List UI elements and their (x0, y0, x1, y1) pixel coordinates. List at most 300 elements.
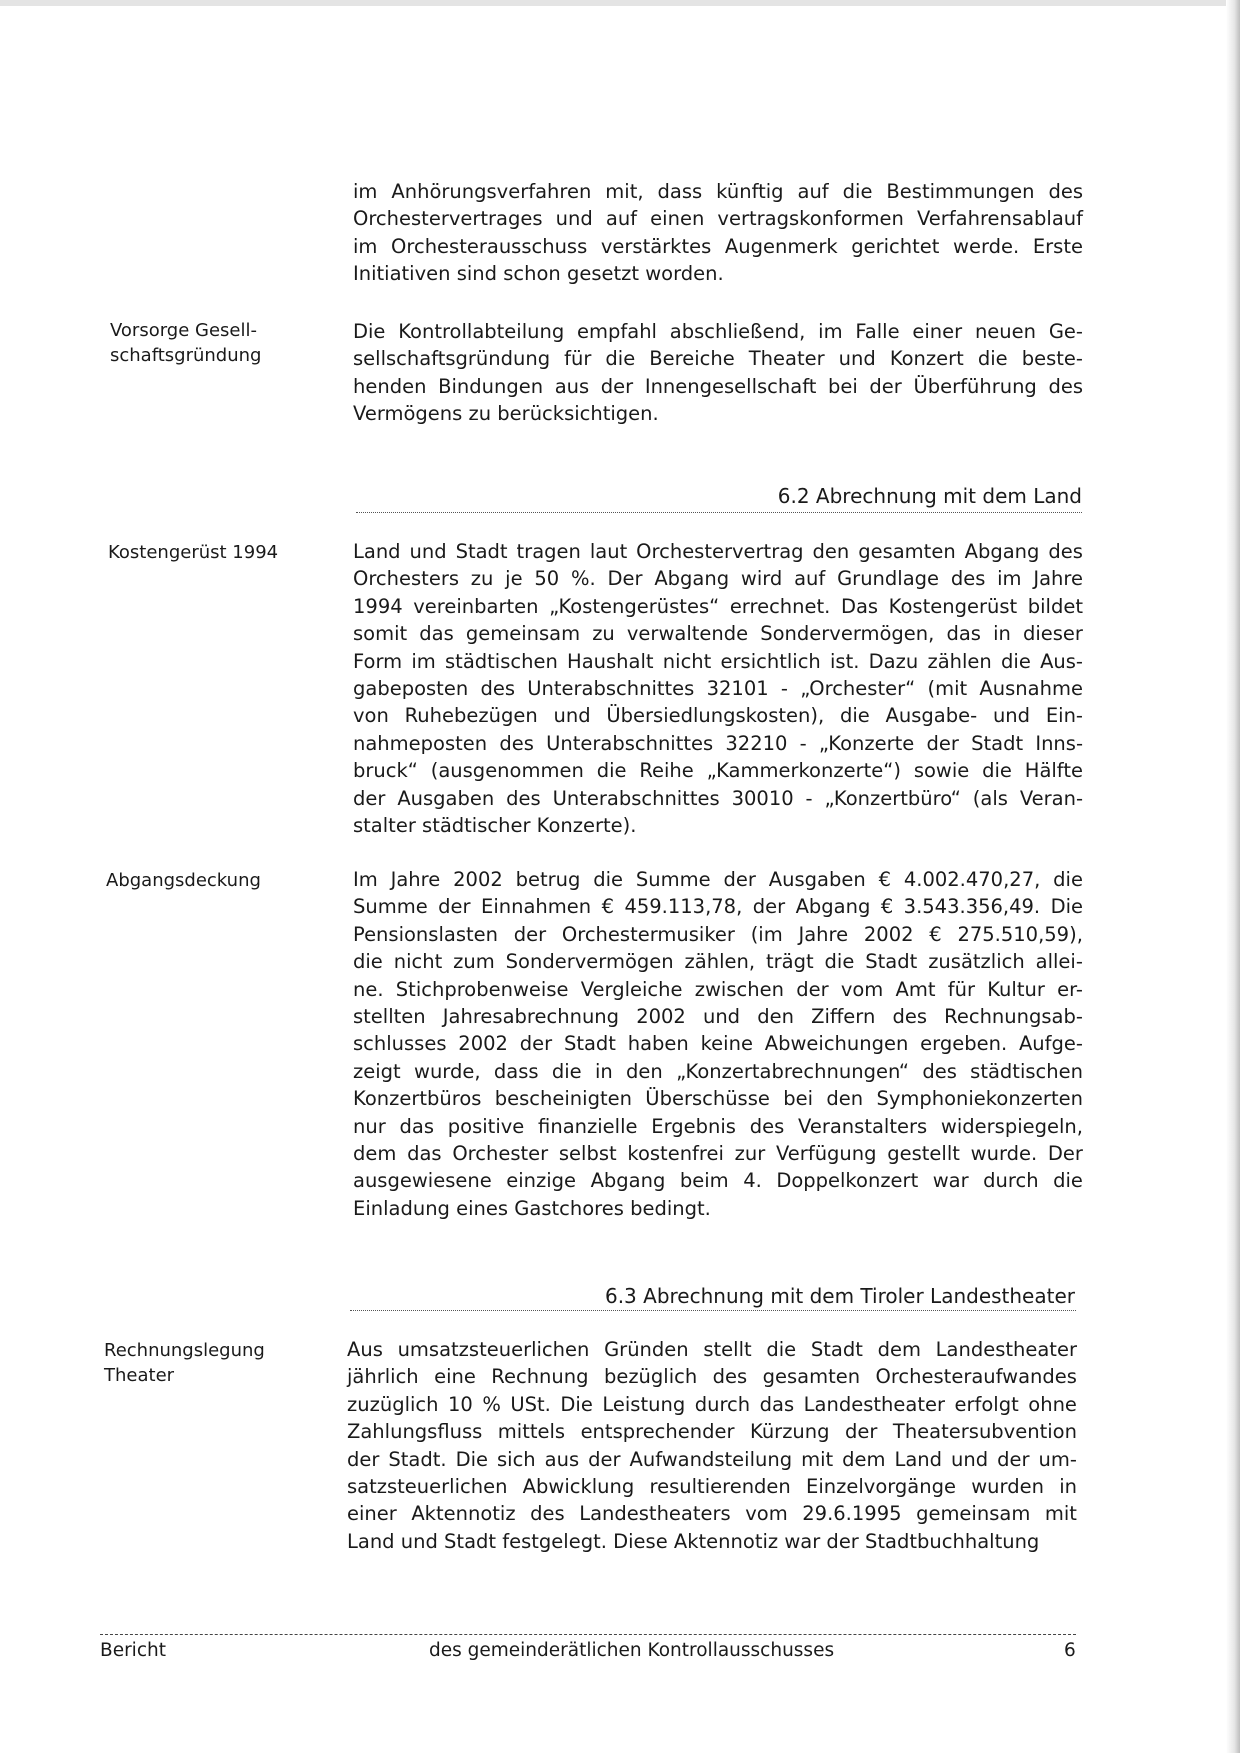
word-group: Vermögens zu berücksichtigen. (353, 402, 659, 426)
footer-center: des gemeinderätlichen Kontrollausschusses (429, 1640, 835, 1661)
word: im (353, 234, 378, 258)
text-line (353, 593, 1083, 620)
word: Aktennotiz (411, 1502, 516, 1526)
word: gerichtet (851, 234, 940, 258)
word: Theatersubvention (892, 1420, 1077, 1444)
word: Summe (353, 895, 428, 919)
word: der (347, 1447, 380, 1471)
word: Abgang (590, 1169, 666, 1193)
word: Ge- (1048, 320, 1083, 343)
word: positive (447, 1114, 525, 1138)
word: Sondervermögen (505, 950, 674, 974)
paragraph-vorsorge (353, 318, 1083, 428)
word: die (1053, 1169, 1083, 1193)
word: 2002 (636, 1005, 686, 1029)
word: Die (1050, 895, 1083, 919)
paragraph-kostengeruest (353, 538, 1083, 839)
word: und (555, 207, 593, 231)
word: das (759, 1392, 795, 1416)
word: im (353, 180, 378, 203)
word: des (950, 567, 986, 591)
text-line (353, 948, 1083, 975)
text-line (353, 260, 1083, 287)
word: Ziffern (811, 1005, 876, 1029)
word: aus (554, 374, 590, 398)
word: den (826, 1087, 864, 1111)
word: vom (840, 977, 884, 1001)
word: 3.543.356,49. (903, 895, 1041, 919)
word: durch (694, 1392, 751, 1416)
word: bei (828, 374, 858, 398)
word: und (838, 347, 876, 371)
word: aus (544, 1447, 580, 1471)
word: Jahre (798, 922, 849, 946)
scan-edge-right (1226, 0, 1240, 1753)
word: Der (607, 567, 643, 591)
word: im (997, 567, 1022, 591)
word: der (997, 1447, 1030, 1471)
word: Reihe (639, 759, 694, 783)
word: und (992, 704, 1031, 728)
word: den (812, 540, 850, 563)
word: Stadt (455, 540, 508, 563)
word: € (929, 922, 942, 946)
word: mit (1044, 1502, 1077, 1526)
word-group: Einladung eines Gastchores bedingt. (353, 1196, 711, 1220)
word: laut (589, 540, 628, 563)
word: 275.510,59), (957, 922, 1083, 946)
word: das (419, 622, 454, 646)
word: widerspiegeln, (940, 1114, 1083, 1138)
text-line (353, 178, 1083, 205)
word: des (712, 1365, 748, 1389)
text-line (353, 785, 1083, 812)
word: Form (353, 649, 403, 673)
word: vertragskonformen (717, 207, 904, 231)
word: der (519, 1032, 553, 1056)
word: nahmeposten (353, 731, 488, 755)
footer-left: Bericht (100, 1640, 166, 1661)
word: 2002 (458, 1032, 508, 1056)
word: mit, (605, 180, 644, 203)
word: und (702, 1005, 741, 1029)
word: Der (1047, 1142, 1083, 1166)
word: die (839, 704, 870, 728)
word: bruck“ (353, 759, 418, 783)
word: (mit (927, 677, 968, 701)
word: Land (894, 1447, 943, 1471)
word: errechnet. (729, 594, 831, 618)
word: USt. (510, 1392, 551, 1416)
word: haben (627, 1032, 689, 1056)
word: in (993, 622, 1011, 646)
word: abschließend, (669, 320, 806, 343)
word: die (982, 759, 1012, 783)
word: dem (353, 1142, 397, 1166)
word: Leistung (602, 1392, 686, 1416)
word: wurden (971, 1475, 1044, 1499)
word-group: Initiativen sind schon gesetzt worden. (353, 262, 724, 286)
word: zusätzlich (928, 950, 1025, 974)
word: 459.113,78, (624, 895, 743, 919)
word: Orchesteraufwandes (875, 1365, 1077, 1389)
margin-label-line: Abgangsdeckung (106, 870, 261, 891)
word: Veranstalters (798, 1114, 928, 1138)
word: 2002 (863, 922, 914, 946)
word: nicht (393, 950, 443, 974)
word: sellschaftsgründung (353, 347, 551, 371)
word: dass (493, 1059, 539, 1083)
text-line (353, 1167, 1083, 1194)
word: je (505, 567, 523, 591)
word: Kürzung (750, 1420, 830, 1444)
text-line (353, 702, 1083, 729)
word: beim (679, 1169, 729, 1193)
word: der (869, 374, 902, 398)
text-line (347, 1363, 1077, 1390)
word: Einnahmen (481, 895, 592, 919)
word: der (723, 868, 756, 891)
word: zur (734, 1142, 766, 1166)
margin-label-vorsorge (110, 318, 261, 368)
word: Orchesterausschuss (391, 234, 588, 258)
word: (ausgenommen (430, 759, 584, 783)
word: werde. (953, 234, 1020, 258)
word: vereinbarten (413, 594, 539, 618)
text-line (353, 866, 1083, 893)
word: 4. (743, 1169, 762, 1193)
word: gesamten (762, 1365, 861, 1389)
word: den (626, 1059, 663, 1083)
word: Unterabschnittes (546, 731, 714, 755)
word: Aufge- (1018, 1032, 1083, 1056)
word: in (1059, 1475, 1077, 1499)
word: Aus- (1040, 649, 1083, 673)
text-line (353, 921, 1083, 948)
text-line (347, 1500, 1077, 1527)
word: Stadt (810, 1338, 863, 1361)
word: die (766, 1338, 797, 1361)
paragraph-continuation (353, 178, 1083, 288)
word: € (880, 895, 894, 919)
word: des (1048, 540, 1083, 563)
word: Die (455, 1447, 489, 1471)
margin-label-kostengeruest (108, 540, 278, 565)
word: das (946, 622, 981, 646)
word: Orchester (452, 1142, 549, 1166)
word: somit (353, 622, 408, 646)
word: im (818, 320, 843, 343)
word: Bindungen (438, 374, 544, 398)
text-line (353, 757, 1083, 784)
word: Abweichungen (764, 1032, 909, 1056)
word: Überschüsse (645, 1087, 770, 1111)
word: - (799, 731, 807, 755)
text-line (353, 233, 1083, 260)
word: und (553, 704, 591, 728)
word: % (482, 1392, 501, 1416)
word: gemeinsam (916, 1502, 1031, 1526)
word: der (588, 1447, 621, 1471)
text-line (353, 400, 1083, 427)
word: zählen (927, 649, 992, 673)
paragraph-rechnungslegung (347, 1336, 1077, 1555)
word: „Konzerte (818, 731, 915, 755)
word: die (842, 180, 873, 203)
word: Einzelvorgänge (806, 1475, 956, 1499)
word: bezüglich (603, 1365, 698, 1389)
text-line (353, 620, 1083, 647)
word: wurde. (970, 1142, 1038, 1166)
word: Pensionslasten (353, 922, 498, 946)
word: Überführung (913, 374, 1037, 398)
word: künftig (716, 180, 784, 203)
word: Ergebnis (651, 1114, 736, 1138)
word: die (1001, 649, 1031, 673)
word: Erste (1032, 234, 1083, 258)
word: Kontrollabteilung (398, 320, 565, 343)
word: Abgang (654, 567, 730, 591)
word: selbst (558, 1142, 617, 1166)
margin-label-abgangsdeckung (106, 868, 261, 893)
word: Abgang (795, 895, 871, 919)
word: auf (797, 180, 829, 203)
word: Symphoniekonzerten (876, 1087, 1083, 1111)
word: Falle (855, 320, 900, 343)
word: Das (840, 594, 879, 618)
word: einzige (506, 1169, 577, 1193)
word: € (878, 868, 891, 891)
word: Inns- (1035, 731, 1083, 755)
word: wird (740, 567, 783, 591)
word: Summe (635, 868, 711, 891)
word: resultierenden (649, 1475, 791, 1499)
word: der (513, 922, 547, 946)
word: Orchestervertrag (636, 540, 804, 563)
text-line (353, 1030, 1083, 1057)
word: nur (353, 1114, 386, 1138)
word: finanzielle (538, 1114, 638, 1138)
word: ist. (830, 649, 860, 673)
word: Ein- (1045, 704, 1083, 728)
word: die (605, 347, 636, 371)
word: Jahre (390, 868, 441, 891)
text-line (347, 1336, 1077, 1363)
word: Anhörungsverfahren (391, 180, 592, 203)
word: 32210 (725, 731, 788, 755)
word: städtischen (970, 1059, 1083, 1083)
word: der (600, 374, 634, 398)
word: zwischen (694, 977, 784, 1001)
text-line (347, 1473, 1077, 1500)
word: ersichtlich (720, 649, 821, 673)
word: war (932, 1169, 969, 1193)
word: Übersiedlungskosten), (606, 704, 825, 728)
word: einer (912, 320, 963, 343)
word: 29.6.1995 (802, 1502, 902, 1526)
word: satzsteuerlichen (347, 1475, 508, 1499)
word: Veran- (1019, 786, 1083, 810)
word: Grundlage (837, 567, 940, 591)
word: gesamten (858, 540, 956, 563)
word: Abgang (964, 540, 1040, 563)
word: „Konzertbüro“ (824, 786, 961, 810)
word: sich (497, 1447, 536, 1471)
word: 50 (534, 567, 560, 591)
word: zum (453, 950, 495, 974)
page-number: 6 (1064, 1640, 1076, 1661)
text-line (353, 1058, 1083, 1085)
word: € (601, 895, 614, 919)
word: Ausgaben (768, 868, 866, 891)
word: Zahlungsfluss (347, 1420, 483, 1444)
text-line (347, 1391, 1077, 1418)
word: Kostengerüst (888, 594, 1018, 618)
word: Stadt (865, 950, 918, 974)
word: „Konzertabrechnungen“ (676, 1059, 909, 1083)
word: „Kostengerüstes“ (549, 594, 720, 618)
word: - (805, 786, 813, 810)
text-line (353, 976, 1083, 1003)
word: (als (972, 786, 1008, 810)
word: des (1048, 374, 1083, 398)
word: des (506, 786, 541, 810)
word: der (845, 1420, 878, 1444)
text-line (353, 205, 1083, 232)
word: Die (353, 320, 386, 343)
word: Unterabschnittes (527, 677, 695, 701)
word: Stadt (563, 1032, 616, 1056)
text-line (353, 1003, 1083, 1030)
word: neuen (974, 320, 1037, 343)
word: Land (353, 540, 401, 563)
word: Ausnahme (979, 677, 1083, 701)
word: die (1053, 868, 1083, 891)
paragraph-abgangsdeckung (353, 866, 1083, 1222)
text-line (353, 318, 1083, 345)
text-line (353, 373, 1083, 400)
heading-divider (350, 1310, 1076, 1311)
word: des (530, 1502, 565, 1526)
word: Haushalt (567, 649, 654, 673)
word: Doppelkonzert (776, 1169, 919, 1193)
word: gabeposten (353, 677, 469, 701)
word: dass (657, 180, 703, 203)
word: er- (1057, 977, 1083, 1001)
word: %. (570, 567, 596, 591)
word: Theater (748, 347, 825, 371)
word: ergeben. (920, 1032, 1008, 1056)
word: in (594, 1059, 613, 1083)
word: Verfahrensablauf (916, 207, 1083, 231)
word: auf (794, 567, 826, 591)
word: die (353, 950, 383, 974)
word: trägt (765, 950, 814, 974)
word: Orchestervertrages (353, 207, 543, 231)
word: das (407, 1142, 442, 1166)
word: die (593, 868, 624, 891)
word: auf (605, 207, 638, 231)
word: 32101 (706, 677, 769, 701)
word: Orchesters (353, 567, 459, 591)
word: tragen (516, 540, 581, 563)
word: des (480, 677, 515, 701)
word: der (353, 786, 386, 810)
word: Die (560, 1392, 593, 1416)
text-line (347, 1418, 1077, 1445)
word: Innengesellschaft (644, 374, 817, 398)
word: um- (1038, 1447, 1077, 1471)
word-group: Land und Stadt festgelegt. Diese Aktennotiz war der Stadtbuchhaltung (347, 1529, 1040, 1553)
word: Jahre (1033, 567, 1083, 591)
word: des (499, 731, 534, 755)
word: Landestheater (935, 1338, 1077, 1361)
word: Stadt (971, 731, 1024, 755)
text-line (353, 1140, 1083, 1167)
word: die (977, 347, 1008, 371)
word: jährlich (347, 1365, 419, 1389)
word: der (752, 895, 786, 919)
word: im (411, 649, 436, 673)
word: Abwicklung (522, 1475, 635, 1499)
word: beste- (1021, 347, 1083, 371)
word: einen (650, 207, 705, 231)
word: des (1048, 180, 1083, 203)
text-line (353, 1113, 1083, 1140)
margin-label-line: Kostengerüst 1994 (108, 542, 279, 563)
text-line (353, 1085, 1083, 1112)
word: bildet (1027, 594, 1083, 618)
word: „Kammerkonzerte“) (706, 759, 901, 783)
word: Orchestermusiker (561, 922, 735, 946)
word: keine (700, 1032, 753, 1056)
word: ohne (1028, 1392, 1077, 1416)
word: den (757, 1005, 794, 1029)
word: sowie (913, 759, 970, 783)
word: schlusses (353, 1032, 447, 1056)
word: zuzüglich (347, 1392, 439, 1416)
word: allei- (1035, 950, 1083, 974)
word: ne. (353, 977, 384, 1001)
word: von (353, 704, 389, 728)
word: für (564, 347, 592, 371)
word: des (892, 1005, 928, 1029)
word: zeigt (353, 1059, 401, 1083)
word: zu (470, 567, 494, 591)
word: die (596, 759, 627, 783)
word: verstärktes (600, 234, 712, 258)
word: dieser (1022, 622, 1083, 646)
word: zu (592, 622, 615, 646)
word: des (922, 1059, 957, 1083)
margin-label-line: schaftsgründung (110, 345, 262, 366)
section-heading-6-3: 6.3 Abrechnung mit dem Tiroler Landestheater (604, 1284, 1075, 1308)
word: gestellt (887, 1142, 960, 1166)
text-line (353, 648, 1083, 675)
word: und (409, 540, 447, 563)
word: 30010 (731, 786, 794, 810)
word: „Orchester“ (800, 677, 916, 701)
word: nicht (662, 649, 712, 673)
word: Ausgabe- (885, 704, 978, 728)
word: zählen, (684, 950, 756, 974)
heading-divider (356, 512, 1082, 513)
text-line (347, 1446, 1077, 1473)
text-line (353, 730, 1083, 757)
word: dem (877, 1338, 921, 1361)
word: empfahl (577, 320, 657, 343)
word: Konzert (889, 347, 964, 371)
